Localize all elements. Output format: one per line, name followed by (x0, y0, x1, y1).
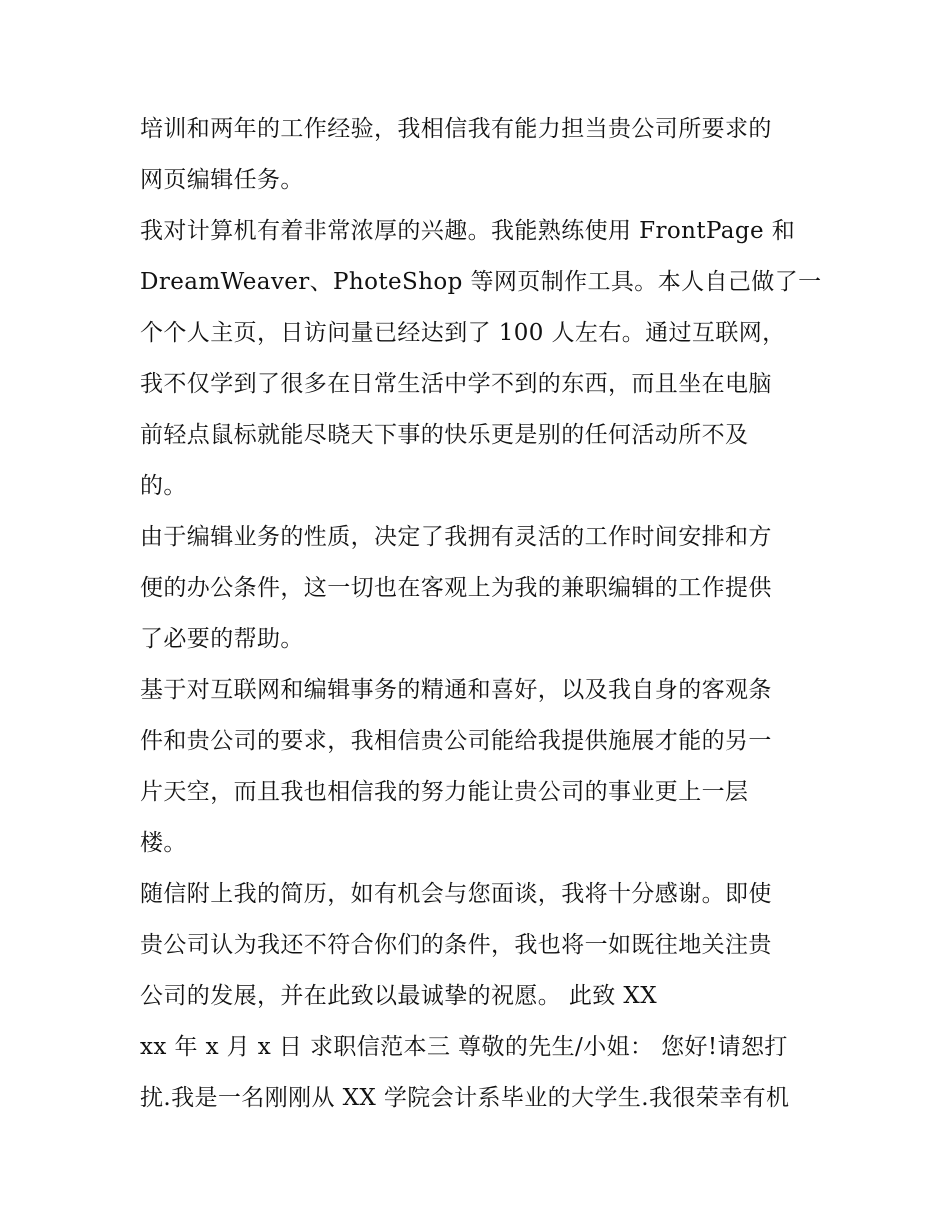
text-line: 贵公司认为我还不符合你们的条件，我也将一如既往地关注贵 (140, 932, 772, 958)
text-line: xx 年 x 月 x 日 求职信范本三 尊敬的先生/小姐： 您好!请恕打 (140, 1034, 788, 1060)
text-line: 了必要的帮助。 (140, 626, 304, 652)
text-line: 我对计算机有着非常浓厚的兴趣。我能熟练使用 FrontPage 和 (140, 218, 796, 244)
text-line: 楼。 (140, 830, 187, 856)
text-line: 的。 (140, 473, 187, 499)
text-line: 随信附上我的简历，如有机会与您面谈，我将十分感谢。即使 (140, 881, 772, 907)
text-line: 基于对互联网和编辑事务的精通和喜好，以及我自身的客观条 (140, 677, 772, 703)
text-line: 个个人主页，日访问量已经达到了 100 人左右。通过互联网， (140, 320, 786, 346)
text-line: 网页编辑任务。 (140, 167, 304, 193)
text-line: DreamWeaver、PhoteShop 等网页制作工具。本人自己做了一 (140, 269, 822, 295)
text-line: 前轻点鼠标就能尽晓天下事的快乐更是别的任何活动所不及 (140, 422, 749, 448)
text-line: 件和贵公司的要求，我相信贵公司能给我提供施展才能的另一 (140, 728, 772, 754)
text-line: 扰.我是一名刚刚从 XX 学院会计系毕业的大学生.我很荣幸有机 (140, 1085, 790, 1111)
text-line: 片天空，而且我也相信我的努力能让贵公司的事业更上一层 (140, 779, 749, 805)
document-body (140, 104, 820, 1124)
text-line: 公司的发展，并在此致以最诚挚的祝愿。 此致 XX (140, 983, 657, 1009)
text-line: 由于编辑业务的性质，决定了我拥有灵活的工作时间安排和方 (140, 524, 772, 550)
text-line: 我不仅学到了很多在日常生活中学不到的东西，而且坐在电脑 (140, 371, 772, 397)
text-line: 便的办公条件，这一切也在客观上为我的兼职编辑的工作提供 (140, 575, 772, 601)
text-line: 培训和两年的工作经验，我相信我有能力担当贵公司所要求的 (140, 116, 772, 142)
